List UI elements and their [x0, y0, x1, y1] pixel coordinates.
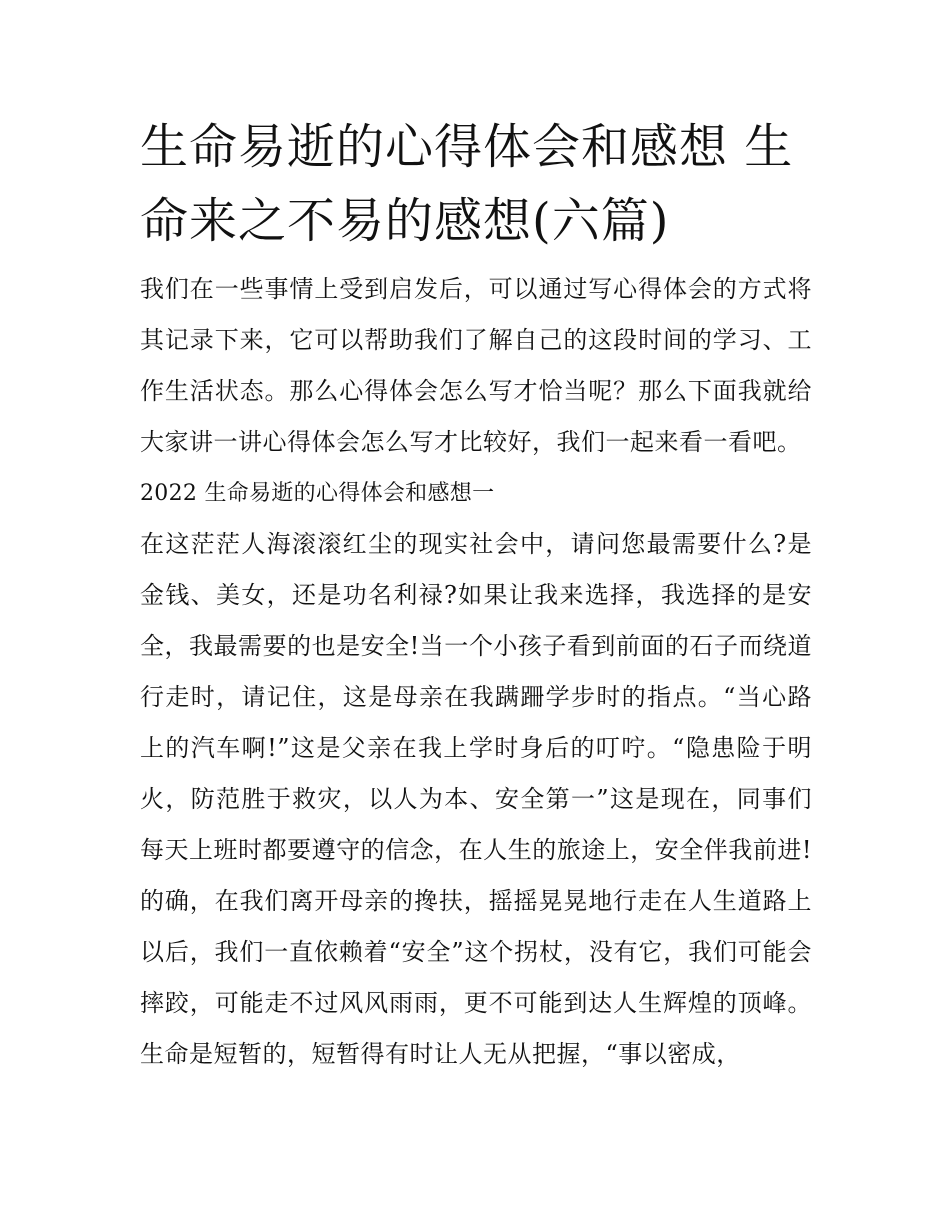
document-page — [140, 110, 812, 1080]
document-title: 生命易逝的心得体会和感想 生命来之不易的感想(六篇) — [140, 119, 794, 249]
body-paragraph: 在这茫茫人海滚滚红尘的现实社会中，请问您最需要什么?是金钱、美女，还是功名利禄?如果让我来选择，我选择的是安全，我最需要的也是安全!当一个小孩子看到前面的石子而绕道行走时，请记住，这是母亲在我蹒跚学步时的指点。“当心路上的汽车啊!”这是父亲在我上学时身后的叮咛。“隐患险于明火，防范胜于救灾，以人为本、安全第一”这是现在，同事们每天上班时都要遵守的信念，在人生的旅途上，安全伴我前进!的确，在我们离开母亲的搀扶，摇摇晃晃地行走在人生道路上以后，我们一直依赖着“安全”这个拐杖，没有它，我们可能会摔跤，可能走不过风风雨雨，更不可能到达人生辉煌的顶峰。生命是短暂的，短暂得有时让人无从把握，“事以密成， — [140, 530, 812, 1068]
intro-paragraph: 我们在一些事情上受到启发后，可以通过写心得体会的方式将其记录下来，它可以帮助我们了解自己的这段时间的学习、工作生活状态。那么心得体会怎么写才恰当呢？那么下面我就给大家讲一讲心得体会怎么写才比较好，我们一起来看一看吧。 — [140, 275, 812, 456]
section-heading: 2022 生命易逝的心得体会和感想一 — [140, 481, 495, 506]
